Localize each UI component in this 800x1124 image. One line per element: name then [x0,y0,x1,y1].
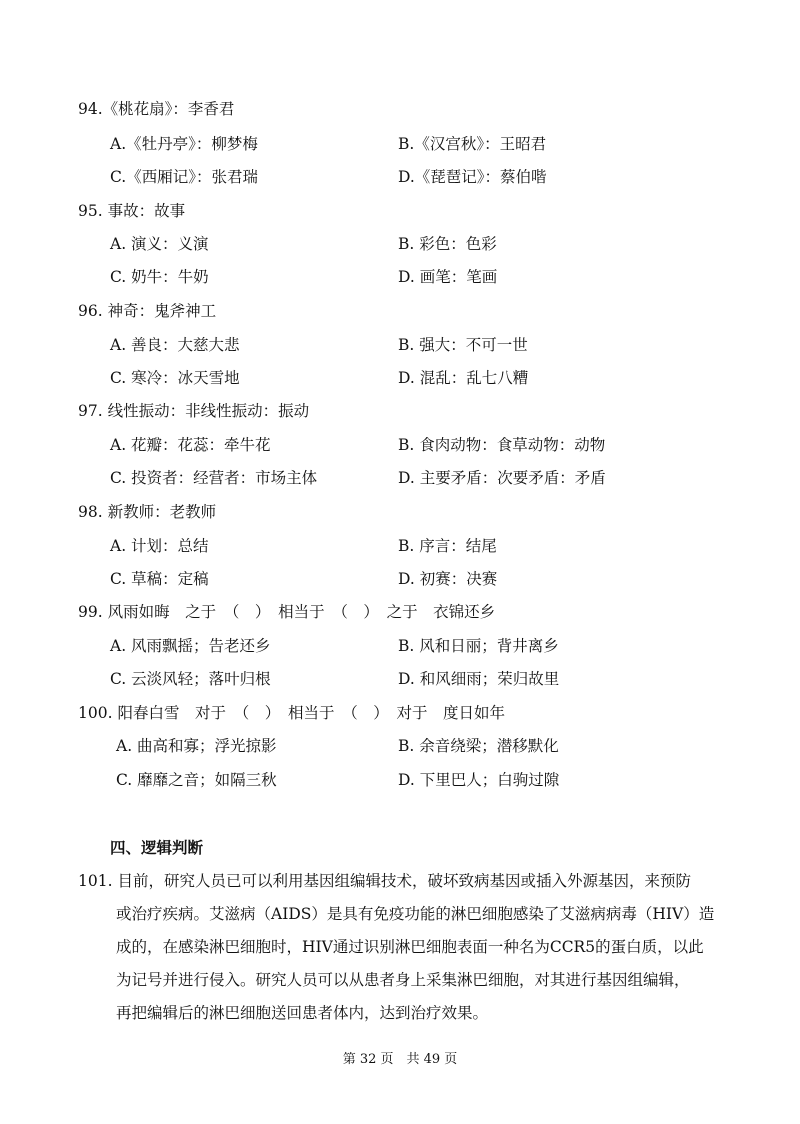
question-97-stem: 97. 线性振动：非线性振动：振动 [78,402,310,420]
question-99-stem: 99. 风雨如晦 之于 （ ） 相当于 （ ） 之于 衣锦还乡 [78,603,496,621]
q100-option-d: D. 下里巴人；白驹过隙 [398,771,560,789]
question-95-stem: 95. 事故：故事 [78,202,186,220]
q99-option-c: C. 云淡风轻；落叶归根 [110,670,271,688]
q97-option-c: C. 投资者：经营者：市场主体 [110,469,318,487]
q95-option-d: D. 画笔：笔画 [398,268,498,286]
q100-option-a: A. 曲高和寡；浮光掠影 [116,737,277,755]
q94-option-d: D.《琵琶记》：蔡伯喈 [398,168,547,186]
q95-option-a: A. 演义：义演 [110,235,209,253]
q99-option-b: B. 风和日丽；背井离乡 [398,637,559,655]
q97-option-b: B. 食肉动物：食草动物：动物 [398,436,606,454]
q97-option-d: D. 主要矛盾：次要矛盾：矛盾 [398,469,606,487]
q98-option-b: B. 序言：结尾 [398,537,497,555]
q101-line-2: 或治疗疾病。艾滋病（AIDS）是具有免疫功能的淋巴细胞感染了艾滋病病毒（HIV）造 [116,905,715,923]
q98-option-c: C. 草稿：定稿 [110,570,209,588]
q94-option-b: B.《汉宫秋》：王昭君 [398,135,547,153]
q95-option-b: B. 彩色：色彩 [398,235,497,253]
q95-option-c: C. 奶牛：牛奶 [110,268,209,286]
q99-option-a: A. 风雨飘摇；告老还乡 [110,637,271,655]
q100-option-c: C. 靡靡之音；如隔三秋 [116,771,277,789]
question-96-stem: 96. 神奇：鬼斧神工 [78,302,217,320]
page-footer: 第 32 页 共 49 页 [342,1052,458,1067]
question-98-stem: 98. 新教师：老教师 [78,503,217,521]
question-100-stem: 100. 阳春白雪 对于 （ ） 相当于 （ ） 对于 度日如年 [78,704,505,722]
q96-option-b: B. 强大：不可一世 [398,336,528,354]
q98-option-a: A. 计划：总结 [110,537,209,555]
q94-option-a: A.《牡丹亭》：柳梦梅 [110,135,258,153]
q101-line-5: 再把编辑后的淋巴细胞送回患者体内，达到治疗效果。 [116,1004,489,1022]
q99-option-d: D. 和风细雨；荣归故里 [398,670,560,688]
q101-line-3: 成的，在感染淋巴细胞时，HIV通过识别淋巴细胞表面一种名为CCR5的蛋白质，以此 [116,938,704,956]
q96-option-c: C. 寒冷：冰天雪地 [110,369,240,387]
question-94-stem: 94.《桃花扇》：李香君 [78,100,235,118]
q96-option-a: A. 善良：大慈大悲 [110,336,240,354]
q98-option-d: D. 初赛：决赛 [398,570,498,588]
section-heading-logic: 四、逻辑判断 [110,839,204,857]
q101-line-4: 为记号并进行侵入。研究人员可以从患者身上采集淋巴细胞，对其进行基因组编辑， [116,971,690,989]
q101-line-1: 101. 目前，研究人员已可以利用基因组编辑技术，破坏致病基因或插入外源基因，来预防 [78,872,691,890]
q100-option-b: B. 余音绕梁；潜移默化 [398,737,559,755]
q94-option-c: C.《西厢记》：张君瑞 [110,168,258,186]
q96-option-d: D. 混乱：乱七八糟 [398,369,529,387]
q97-option-a: A. 花瓣：花蕊：牵牛花 [110,436,271,454]
